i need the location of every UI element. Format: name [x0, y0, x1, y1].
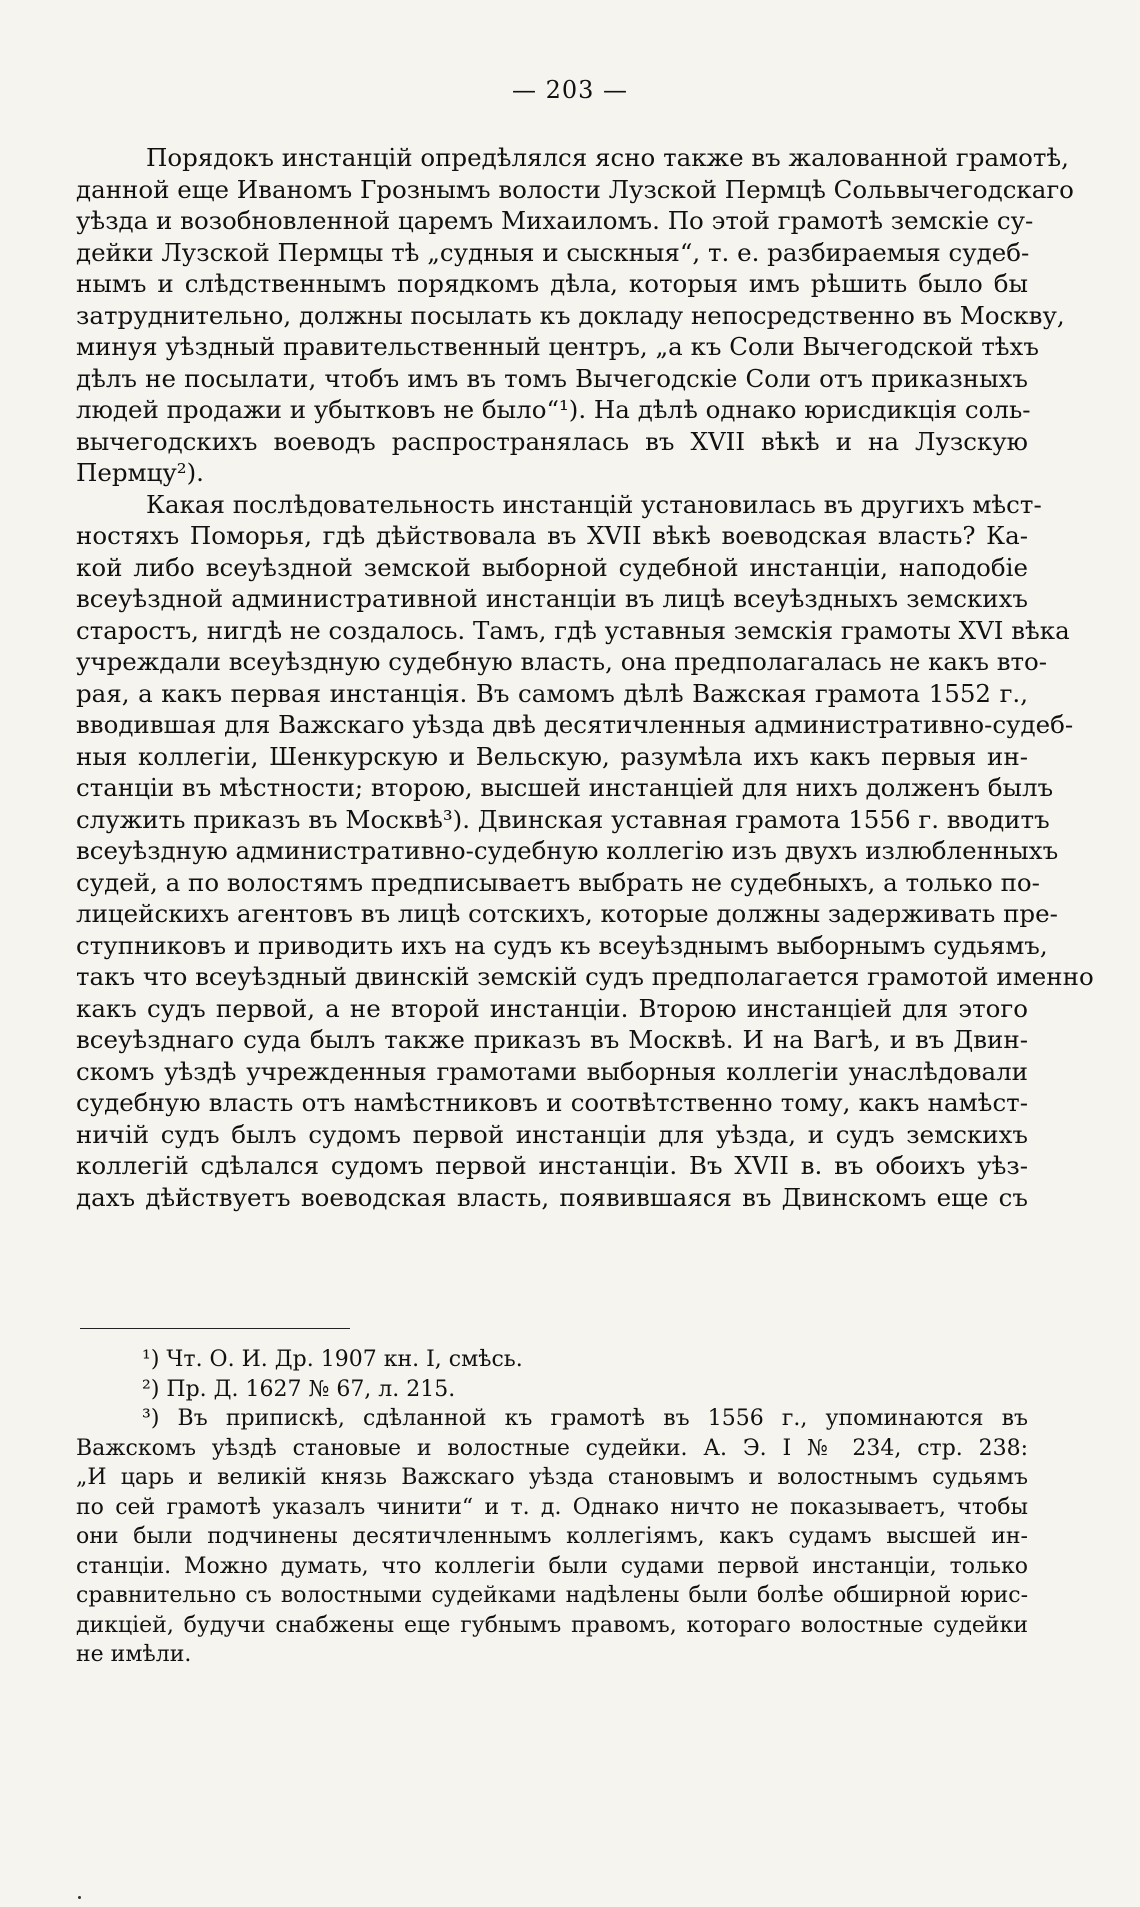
- footnote-line: не имѣли.: [76, 1642, 192, 1667]
- footnote-line: ¹) Чт. О. И. Др. 1907 кн. I, смѣсь.: [142, 1347, 523, 1372]
- paragraph-2: [76, 489, 1094, 1214]
- paragraph-1: [76, 142, 1074, 489]
- footnote-line: они были подчинены десятичленнымъ коллегіямъ, какъ судамъ высшей ин-: [76, 1524, 1028, 1549]
- footnote-line: сравнительно съ волостными судейками надѣлены были болѣе обширной юрис-: [76, 1583, 1028, 1608]
- footnote-1: [76, 1345, 1028, 1375]
- footnote-line: дикціей, будучи снабжены еще губнымъ правомъ, котораго волостные судейки: [76, 1612, 1028, 1638]
- text-line: Какая послѣдовательность инстанцій установилась въ другихъ мѣст-: [146, 489, 1042, 519]
- text-line: какъ судъ первой, а не второй инстанціи. Второю инстанціей для этого: [76, 993, 1028, 1023]
- main-text: [76, 142, 1094, 1213]
- text-line: ныя коллегіи, Шенкурскую и Вельскую, разумѣла ихъ какъ первыя ин-: [76, 741, 1028, 771]
- text-line: учреждали всеуѣздную судебную власть, она предполагалась не какъ вто-: [76, 647, 1048, 676]
- text-line: коллегій сдѣлался судомъ первой инстанціи. Въ XVII в. въ обоихъ уѣз-: [76, 1151, 1028, 1180]
- footnote-divider: [80, 1328, 350, 1329]
- footnote-3: [76, 1404, 1028, 1670]
- text-line: дейки Лузской Пермцы тѣ „судныя и сыскныя“, т. е. разбираемыя судеб-: [76, 237, 1030, 267]
- text-line: судебную власть отъ намѣстниковъ и соотвѣтственно тому, какъ намѣст-: [76, 1088, 1028, 1117]
- footnote-line: Важскомъ уѣздѣ становые и волостные судейки. А. Э. I № 234, стр. 238:: [76, 1435, 1028, 1461]
- text-line: Порядокъ инстанцій опредѣлялся ясно также въ жалованной грамотѣ,: [146, 143, 1069, 172]
- text-line: данной еще Иваномъ Грознымъ волости Лузской Пермцѣ Сольвычегодскаго: [76, 174, 1074, 204]
- text-line: всеуѣзднаго суда былъ также приказъ въ Москвѣ. И на Вагѣ, и въ Двин-: [76, 1025, 1028, 1054]
- footnote-line: станціи. Можно думать, что коллегіи были судами первой инстанціи, только: [76, 1553, 1028, 1579]
- text-line: старостъ, нигдѣ не создалось. Тамъ, гдѣ уставныя земскія грамоты XVI вѣка: [76, 615, 1070, 645]
- text-line: ступниковъ и приводить ихъ на судъ къ всеуѣзднымъ выборнымъ судьямъ,: [76, 930, 1048, 960]
- text-line: скомъ уѣздѣ учрежденныя грамотами выборныя коллегіи унаслѣдовали: [76, 1056, 1028, 1086]
- footnote-line: ²) Пр. Д. 1627 № 67, л. 215.: [142, 1376, 456, 1402]
- text-line: ностяхъ Поморья, гдѣ дѣйствовала въ XVII вѣкѣ воеводская власть? Ка-: [76, 521, 1028, 550]
- text-line: дахъ дѣйствуетъ воеводская власть, появившаяся въ Двинскомъ еще съ: [76, 1182, 1028, 1212]
- text-line: людей продажи и убытковъ не было“¹). На дѣлѣ однако юрисдикція соль-: [76, 395, 1031, 424]
- footnote-line: ³) Въ припискѣ, сдѣланной къ грамотѣ въ 1556 г., упоминаются въ: [142, 1406, 1028, 1431]
- text-line: минуя уѣздный правительственный центръ, „а къ Соли Вычегодской тѣхъ: [76, 332, 1039, 361]
- text-line: вводившая для Важскаго уѣзда двѣ десятичленныя административно-судеб-: [76, 710, 1074, 739]
- text-line: ничій судъ былъ судомъ первой инстанціи для уѣзда, и судъ земскихъ: [76, 1119, 1028, 1149]
- text-line: судей, а по волостямъ предписываетъ выбрать не судебныхъ, а только по-: [76, 867, 1040, 897]
- text-line: нымъ и слѣдственнымъ порядкомъ дѣла, которыя имъ рѣшить было бы: [76, 269, 1028, 298]
- text-line: всеуѣздную административно-судебную коллегію изъ двухъ излюбленныхъ: [76, 836, 1059, 865]
- text-line: рая, а какъ первая инстанція. Въ самомъ дѣлѣ Важская грамота 1552 г.,: [76, 678, 1028, 708]
- text-line: затруднительно, должны посылать къ докладу непосредственно въ Москву,: [76, 300, 1065, 330]
- text-line: служить приказъ въ Москвѣ³). Двинская уставная грамота 1556 г. вводитъ: [76, 804, 1050, 834]
- text-line: дѣлъ не посылати, чтобъ имъ въ томъ Вычегодскіе Соли отъ приказныхъ: [76, 363, 1028, 393]
- text-line: станціи въ мѣстности; второю, высшей инстанціей для нихъ долженъ былъ: [76, 773, 1054, 802]
- footnote-2: [76, 1375, 1028, 1405]
- page-number: — 203 —: [511, 76, 629, 104]
- scan-speck: [78, 1896, 81, 1899]
- text-line: лицейскихъ агентовъ въ лицѣ сотскихъ, которые должны задерживать пре-: [76, 899, 1058, 928]
- text-line: уѣзда и возобновленной царемъ Михаиломъ. По этой грамотѣ земскіе су-: [76, 206, 1034, 235]
- footnote-line: по сей грамотѣ указалъ чинити“ и т. д. Однако ничто не показываетъ, чтобы: [76, 1494, 1028, 1520]
- text-line: такъ что всеуѣздный двинскій земскій судъ предполагается грамотой именно: [76, 962, 1094, 991]
- text-line: кой либо всеуѣздной земской выборной судебной инстанціи, наподобіе: [76, 552, 1028, 582]
- footnote-line: „И царь и великій князь Важскаго уѣзда становымъ и волостнымъ судьямъ: [76, 1465, 1028, 1490]
- text-line: вычегодскихъ воеводъ распространялась въ XVII вѣкѣ и на Лузскую: [76, 426, 1028, 456]
- text-line: Пермцу²).: [76, 458, 204, 487]
- text-line: всеуѣздной административной инстанціи въ лицѣ всеуѣздныхъ земскихъ: [76, 584, 1028, 613]
- footnotes: [76, 1345, 1028, 1670]
